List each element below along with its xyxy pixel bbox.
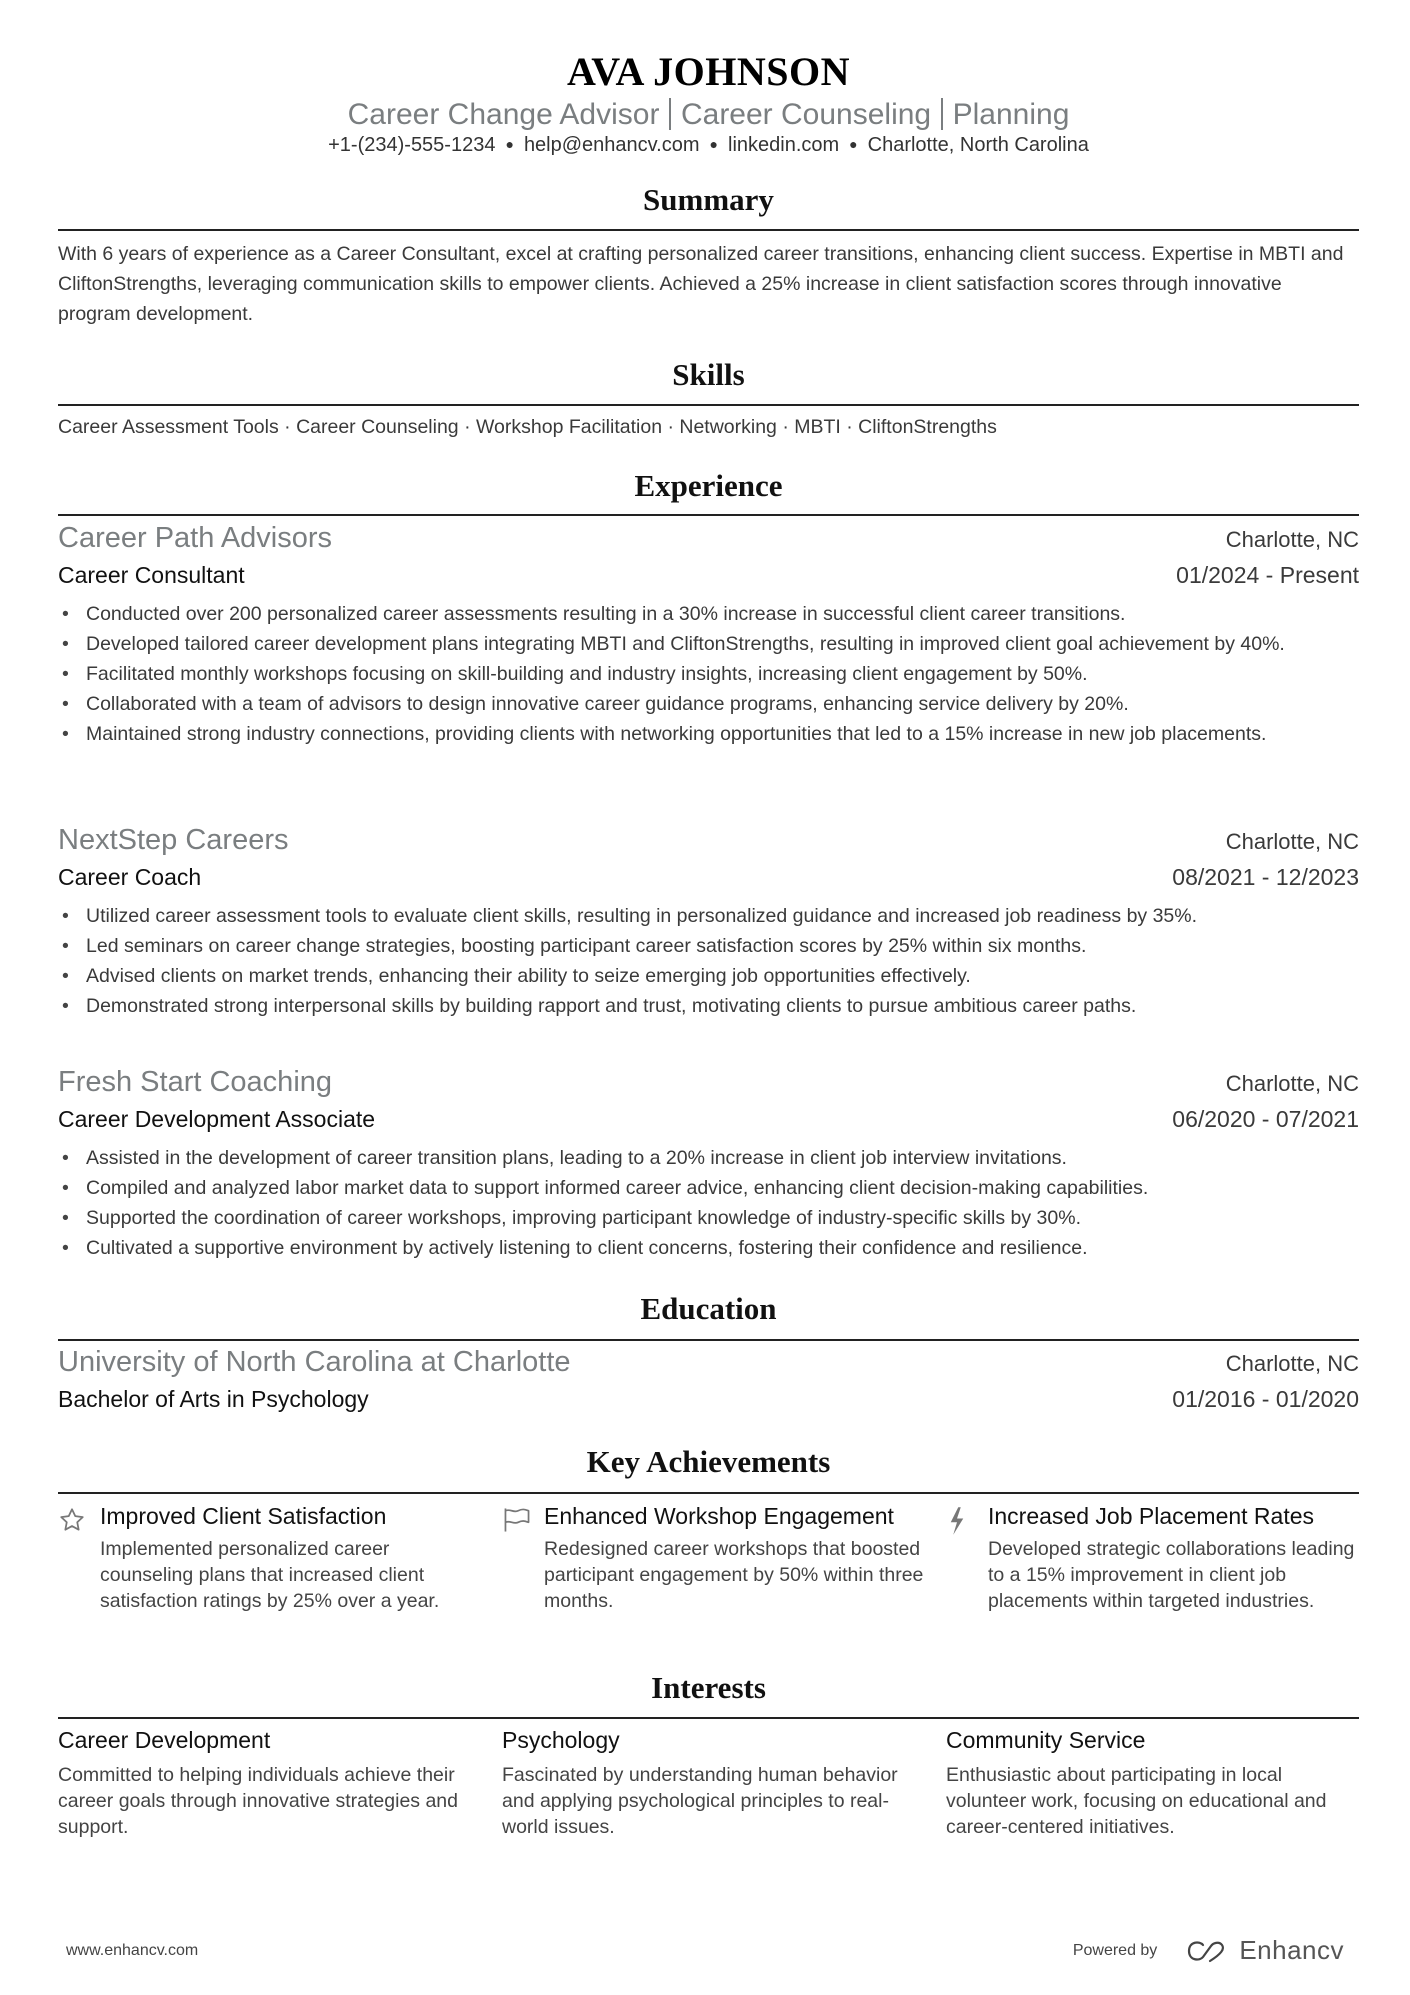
job-location: Charlotte, NC	[1225, 829, 1359, 854]
list-item: • Developed tailored career development plans integrating MBTI and CliftonStrengths, resulting in improved client goal achievement by 40%.	[58, 629, 1359, 659]
job-bullets	[58, 901, 1359, 1021]
list-item: • Supported the coordination of career workshops, improving participant knowledge of industry-specific skills by 30%.	[58, 1203, 1359, 1233]
skills-list: Career Assessment Tools · Career Counseling · Workshop Facilitation · Networking · MBTI · CliftonStrengths	[58, 416, 997, 438]
degree: Bachelor of Arts in Psychology	[58, 1386, 369, 1412]
education-heading: Education	[640, 1291, 777, 1326]
job-bullets	[58, 599, 1359, 749]
bullet-separator: ●	[849, 136, 858, 152]
job-dates: 06/2020 - 07/2021	[1172, 1106, 1359, 1132]
title-separator	[941, 98, 943, 130]
school-name: University of North Carolina at Charlotte	[58, 1346, 571, 1378]
list-item: • Facilitated monthly workshops focusing on skill-building and industry insights, increasing client engagement by 50%.	[58, 659, 1359, 689]
interests-heading: Interests	[651, 1670, 766, 1705]
list-item: • Compiled and analyzed labor market data to support informed career advice, enhancing client decision-making capabilities.	[58, 1173, 1359, 1203]
interests-grid	[58, 1726, 1359, 1840]
job-role: Career Coach	[58, 864, 202, 890]
education-dates: 01/2016 - 01/2020	[1172, 1386, 1359, 1412]
contact-location: Charlotte, North Carolina	[867, 134, 1089, 156]
summary-heading: Summary	[643, 182, 774, 217]
job-header	[58, 522, 1359, 555]
achievements-heading: Key Achievements	[586, 1444, 831, 1479]
job-subheader	[58, 562, 1359, 589]
star-icon	[58, 1502, 100, 1614]
skills-heading: Skills	[672, 357, 745, 392]
list-item: • Conducted over 200 personalized career assessments resulting in a 30% increase in successful client career transitions.	[58, 599, 1359, 629]
interest-title: Psychology	[502, 1727, 620, 1753]
list-item: • Led seminars on career change strategies, boosting participant career satisfaction scores by 25% within six months.	[58, 931, 1359, 961]
interest-item	[58, 1726, 502, 1840]
enhancv-logo-icon	[1185, 1938, 1231, 1964]
bullet-separator: ●	[505, 136, 514, 152]
company-name: NextStep Careers	[58, 824, 289, 856]
interest-desc: Enthusiastic about participating in local volunteer work, focusing on educational and career-centered initiatives.	[946, 1764, 1327, 1838]
experience-heading: Experience	[634, 468, 783, 503]
footer-website-link[interactable]: www.enhancv.com	[66, 1942, 199, 1959]
job-header	[58, 824, 1359, 857]
interest-item	[946, 1726, 1359, 1840]
achievement-title: Increased Job Placement Rates	[988, 1503, 1315, 1529]
list-item: • Collaborated with a team of advisors to design innovative career guidance programs, enhancing service delivery by 20%.	[58, 689, 1359, 719]
job-header	[58, 1066, 1359, 1099]
list-item: • Advised clients on market trends, enhancing their ability to seize emerging job opportunities effectively.	[58, 961, 1359, 991]
flag-icon	[502, 1502, 544, 1614]
achievement-item	[58, 1502, 502, 1614]
job-subheader	[58, 864, 1359, 891]
bullet-separator: ●	[709, 136, 718, 152]
achievement-item	[946, 1502, 1359, 1614]
achievements-grid	[58, 1502, 1359, 1614]
list-item: • Utilized career assessment tools to evaluate client skills, resulting in personalized guidance and increased job readiness by 35%.	[58, 901, 1359, 931]
lightning-icon	[946, 1502, 988, 1614]
company-name: Career Path Advisors	[58, 522, 333, 554]
title-part: Planning	[952, 98, 1070, 131]
section-divider	[58, 1339, 1359, 1341]
section-divider	[58, 229, 1359, 231]
section-divider	[58, 404, 1359, 406]
job-bullets	[58, 1143, 1359, 1263]
achievement-desc: Developed strategic collaborations leading to a 15% improvement in client job placements within targeted industries.	[988, 1538, 1355, 1612]
contact-email[interactable]: help@enhancv.com	[523, 134, 700, 156]
job-subheader	[58, 1106, 1359, 1133]
school-location: Charlotte, NC	[1225, 1351, 1359, 1376]
job-dates: 01/2024 - Present	[1176, 562, 1359, 588]
summary-text: With 6 years of experience as a Career Consultant, excel at crafting personalized career transitions, enhancing client success. Expertise in MBTI and CliftonStrengths, leveraging communication skills to empower clients. Achieved a 25% increase in client satisfaction scores through innovative program development.	[58, 243, 1344, 325]
list-item: • Assisted in the development of career transition plans, leading to a 20% increase in client job interview invitations.	[58, 1143, 1359, 1173]
interest-item	[502, 1726, 946, 1840]
achievement-item	[502, 1502, 946, 1614]
job-location: Charlotte, NC	[1225, 527, 1359, 552]
list-item: • Cultivated a supportive environment by actively listening to client concerns, fostering their confidence and resilience.	[58, 1233, 1359, 1263]
section-divider	[58, 1492, 1359, 1494]
achievement-desc: Redesigned career workshops that boosted participant engagement by 50% within three months.	[544, 1538, 924, 1612]
company-name: Fresh Start Coaching	[58, 1066, 333, 1098]
interest-title: Career Development	[58, 1727, 271, 1753]
section-divider	[58, 1717, 1359, 1719]
footer-branding	[1073, 1935, 1344, 1966]
title-part: Career Change Advisor	[347, 98, 660, 131]
interest-desc: Fascinated by understanding human behavior and applying psychological principles to real-world issues.	[502, 1764, 898, 1838]
list-item: • Demonstrated strong interpersonal skills by building rapport and trust, motivating clients to pursue ambitious career paths.	[58, 991, 1359, 1021]
achievement-title: Enhanced Workshop Engagement	[544, 1503, 894, 1529]
candidate-name: AVA JOHNSON	[567, 49, 850, 94]
brand-name: Enhancv	[1239, 1935, 1344, 1965]
interest-title: Community Service	[946, 1727, 1146, 1753]
job-role: Career Consultant	[58, 562, 245, 588]
contact-phone[interactable]: +1-(234)-555-1234	[328, 134, 496, 156]
title-separator	[669, 98, 671, 130]
list-item: • Maintained strong industry connections, providing clients with networking opportunities that led to a 15% increase in new job placements.	[58, 719, 1359, 749]
job-role: Career Development Associate	[58, 1106, 376, 1132]
professional-title	[58, 98, 1359, 132]
contact-linkedin[interactable]: linkedin.com	[728, 134, 840, 156]
job-location: Charlotte, NC	[1225, 1071, 1359, 1096]
achievement-desc: Implemented personalized career counseling plans that increased client satisfaction ratings by 25% over a year.	[100, 1538, 440, 1612]
title-part: Career Counseling	[680, 98, 932, 131]
interest-desc: Committed to helping individuals achieve their career goals through innovative strategies and support.	[58, 1764, 458, 1838]
achievement-title: Improved Client Satisfaction	[100, 1503, 387, 1529]
section-divider	[58, 514, 1359, 516]
contact-line	[58, 134, 1359, 157]
education-header	[58, 1346, 1359, 1379]
job-dates: 08/2021 - 12/2023	[1172, 864, 1359, 890]
education-subheader	[58, 1386, 1359, 1413]
powered-by-label: Powered by	[1072, 1941, 1158, 1959]
